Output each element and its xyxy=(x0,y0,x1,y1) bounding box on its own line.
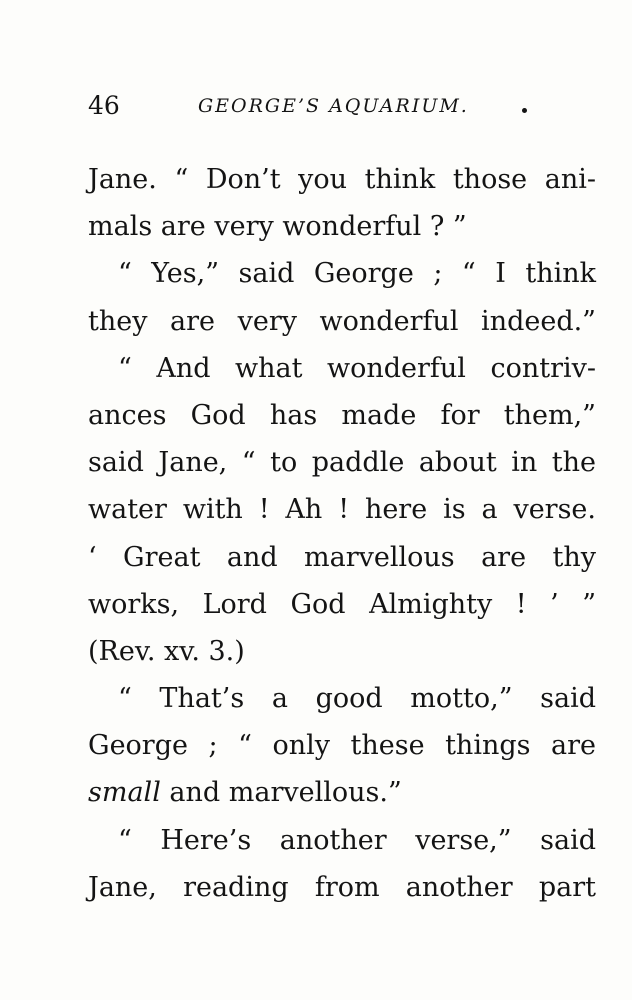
text-line: “ And what wonderful contriv- xyxy=(118,352,596,384)
text-line: ances God has made for them,” xyxy=(88,399,596,431)
text-line: said Jane, “ to paddle about in the xyxy=(88,447,596,479)
page-header xyxy=(88,86,596,126)
emphasis-word: small xyxy=(88,777,161,809)
text-line: Jane. “ Don’t you think those ani- xyxy=(88,164,596,195)
text-segment: and marvellous.” xyxy=(169,777,402,809)
text-line: water with ! Ah ! here is a verse. xyxy=(88,494,596,526)
text-line: (Rev. xv. 3.) xyxy=(88,635,245,667)
text-line: they are very wonderful indeed.” xyxy=(88,305,596,337)
page-number: 46 xyxy=(88,91,120,120)
text-line: George ; “ only these things are xyxy=(88,730,596,762)
text-line: works, Lord God Almighty ! ’ ” xyxy=(88,588,596,620)
text-line: mals are very wonderful ? ” xyxy=(88,211,467,243)
text-line: “ Here’s another verse,” said xyxy=(118,824,596,856)
text-line xyxy=(88,769,596,816)
text-line: “ That’s a good motto,” said xyxy=(118,683,596,715)
printer-mark xyxy=(522,108,527,113)
running-head: GEORGE’S AQUARIUM. xyxy=(198,95,469,117)
body-text xyxy=(88,156,596,911)
text-line: ‘ Great and marvellous are thy xyxy=(88,541,596,573)
text-line: Jane, reading from another part xyxy=(88,871,596,903)
text-line: “ Yes,” said George ; “ I think xyxy=(118,258,596,290)
